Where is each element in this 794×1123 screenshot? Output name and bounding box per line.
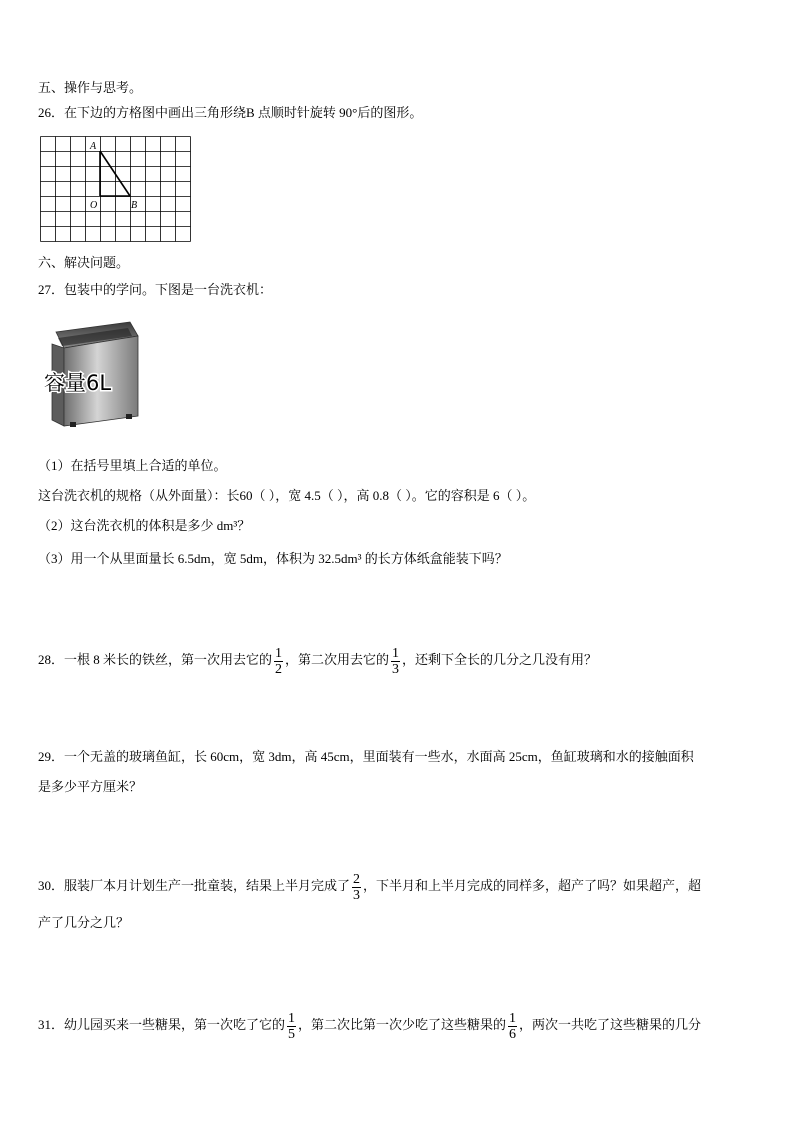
section6-title: 六、解决问题。 <box>38 255 130 270</box>
capacity-label: 容量6L <box>44 371 112 395</box>
q31 <box>38 1008 701 1042</box>
denominator: 2 <box>275 661 283 677</box>
q31-text-a: 31．幼儿园买来一些糖果，第一次吃了它的 <box>38 1017 286 1032</box>
numerator: 1 <box>392 645 400 661</box>
numerator: 1 <box>509 1010 517 1026</box>
q27-part2: （2）这台洗衣机的体积是多少 dm³？ <box>38 518 251 533</box>
fraction <box>391 646 400 677</box>
q31-text-c: ，两次一共吃了这些糖果的几分 <box>519 1017 702 1032</box>
washing-machine-svg <box>44 318 140 430</box>
fraction <box>274 646 283 677</box>
point-b-label: B <box>131 200 138 211</box>
q29-line1: 29．一个无盖的玻璃鱼缸，长 60cm，宽 3dm，高 45cm，里面装有一些水，水面高 25cm，鱼缸玻璃和水的接触面积 <box>38 749 694 764</box>
q27-part1-line: 这台洗衣机的规格（从外面量）：长60（ ），宽 4.5（ ），高 0.8（ ）。它的容积是 6（ ）。 <box>38 488 536 503</box>
denominator: 3 <box>392 661 400 677</box>
grid-lines <box>41 137 191 242</box>
q28-text-a: 28．一根 8 米长的铁丝，第一次用去它的 <box>38 652 273 667</box>
point-a-label: A <box>90 141 97 152</box>
washing-machine-image <box>44 318 140 430</box>
fraction <box>508 1011 517 1042</box>
q26-text: 26．在下边的方格图中画出三角形绕B 点顺时针旋转 90°后的图形。 <box>38 105 423 120</box>
q30-line2: 产了几分之几？ <box>38 915 130 930</box>
section5-title: 五、操作与思考。 <box>38 80 143 95</box>
q31-text-b: ，第二次比第一次少吃了这些糖果的 <box>298 1017 507 1032</box>
rotation-grid-figure <box>40 136 192 242</box>
q30 <box>38 869 701 903</box>
q30-text-b: ，下半月和上半月完成的同样多，超产了吗？如果超产，超 <box>363 878 702 893</box>
q28 <box>38 643 597 677</box>
numerator: 2 <box>353 871 361 887</box>
q28-text-b: ，第二次用去它的 <box>285 652 390 667</box>
q30-text-a: 30．服装厂本月计划生产一批童装，结果上半月完成了 <box>38 878 351 893</box>
q29-line2: 是多少平方厘米？ <box>38 779 143 794</box>
numerator: 1 <box>275 645 283 661</box>
q28-text-c: ，还剩下全长的几分之几没有用？ <box>402 652 598 667</box>
fraction <box>287 1011 296 1042</box>
denominator: 6 <box>509 1026 517 1042</box>
q27-part1: （1）在括号里填上合适的单位。 <box>38 458 227 473</box>
segment-ab <box>100 151 130 196</box>
point-o-label: O <box>90 200 98 211</box>
denominator: 5 <box>288 1026 296 1042</box>
q27-part3: （3）用一个从里面量长 6.5dm，宽 5dm，体积为 32.5dm³ 的长方体纸盒能装下吗？ <box>38 551 508 566</box>
grid-svg <box>40 136 192 242</box>
fraction <box>352 872 361 903</box>
machine-foot <box>70 422 76 427</box>
numerator: 1 <box>288 1010 296 1026</box>
q27-intro: 27．包装中的学问。下图是一台洗衣机： <box>38 282 273 297</box>
denominator: 3 <box>353 887 361 903</box>
machine-foot <box>126 414 132 419</box>
